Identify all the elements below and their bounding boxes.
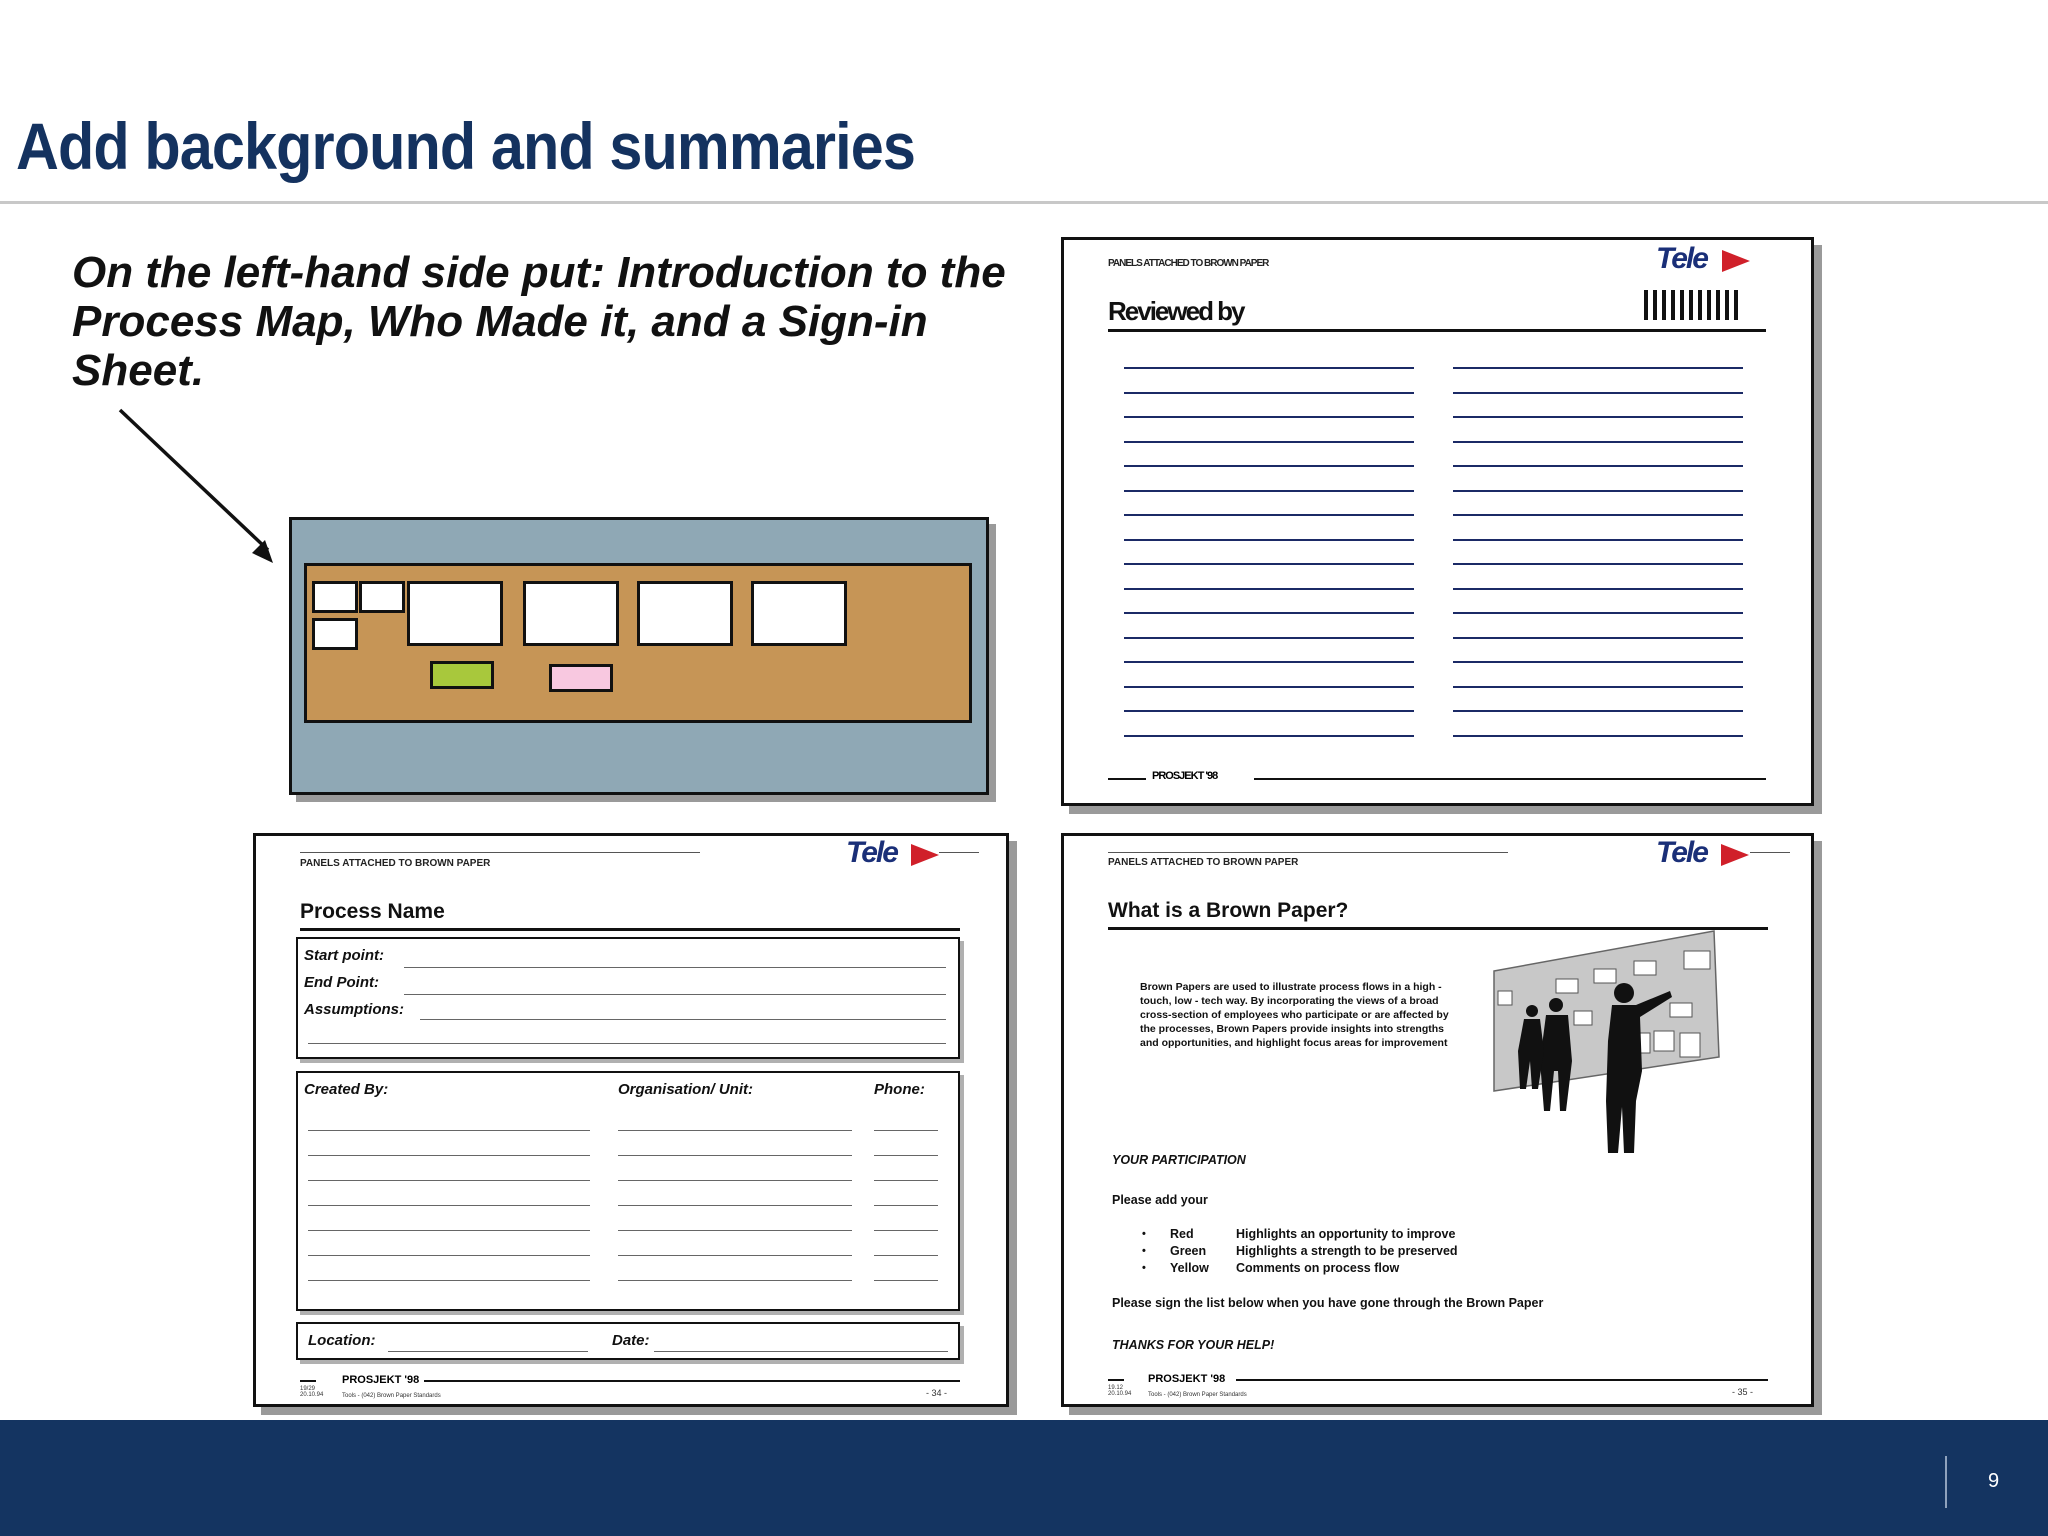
process-details-box <box>296 937 960 1059</box>
footer-rule <box>1108 1379 1124 1381</box>
note-color-meaning: Comments on process flow <box>1236 1261 1400 1275</box>
signature-line <box>1453 735 1743 737</box>
footer-bar <box>0 1420 2048 1536</box>
signature-line <box>1124 710 1414 712</box>
tele-logo: Tele <box>1656 242 1707 275</box>
sign-in-line <box>874 1180 938 1181</box>
note-color-label: Green <box>1170 1244 1207 1258</box>
footer-rule <box>1254 778 1766 780</box>
footer-doc: Tools - (042) Brown Paper Standards <box>1148 1392 1247 1398</box>
sign-in-line <box>874 1130 938 1131</box>
title-divider <box>0 201 2048 204</box>
brown-paper-title: What is a Brown Paper? <box>1108 899 1349 922</box>
location-line <box>388 1351 588 1352</box>
signature-line <box>1124 441 1414 443</box>
tele-logo: Tele <box>846 836 897 869</box>
stamp-icon <box>1644 290 1739 320</box>
signature-line <box>1453 392 1743 394</box>
start-point-label: Start point: <box>304 947 384 964</box>
page-number: 9 <box>1988 1470 2000 1492</box>
brown-paper-board <box>304 563 972 723</box>
signature-line <box>1124 392 1414 394</box>
note-color-meaning: Highlights an opportunity to improve <box>1236 1227 1456 1241</box>
footer-doc: Tools - (042) Brown Paper Standards <box>342 1393 441 1399</box>
sign-in-line <box>308 1155 590 1156</box>
reviewed-by-panel <box>1061 237 1814 806</box>
footer-date: 19/29 20.10.94 <box>300 1386 324 1398</box>
location-label: Location: <box>308 1332 376 1349</box>
map-panel <box>407 581 503 646</box>
title-underline <box>1108 329 1766 332</box>
panel-footer: PROSJEKT '98 <box>342 1374 420 1386</box>
signature-line <box>1124 735 1414 737</box>
pink-note <box>549 664 613 692</box>
start-point-line <box>404 967 946 968</box>
signature-line <box>1453 563 1743 565</box>
tele-logo: Tele <box>1656 836 1707 869</box>
header-line <box>939 852 979 853</box>
sign-in-line <box>618 1230 852 1231</box>
thanks-text: THANKS FOR YOUR HELP! <box>1112 1338 1275 1352</box>
signature-line <box>1453 588 1743 590</box>
sign-in-line <box>308 1205 590 1206</box>
signature-line <box>1453 686 1743 688</box>
footer-date: 19.12 20.10.94 <box>1108 1385 1132 1397</box>
header-line <box>1750 852 1790 853</box>
signature-line <box>1453 612 1743 614</box>
note-color-label: Yellow <box>1170 1261 1209 1275</box>
green-note <box>430 661 494 689</box>
process-name-title: Process Name <box>300 900 445 923</box>
panel-header: PANELS ATTACHED TO BROWN PAPER <box>300 858 491 869</box>
brown-paper-description: Brown Papers are used to illustrate process flows in a high - touch, low - tech way. By incorporating the views of a broad cross-section of employees who participate or are affected by the processes, Brown Papers provide insights into strengths and opportunities, and highlight focus areas for improvement <box>1140 981 1449 1049</box>
assumptions-label: Assumptions: <box>304 1001 405 1018</box>
map-panel <box>637 581 733 646</box>
signature-line <box>1124 465 1414 467</box>
header-line <box>1108 852 1508 853</box>
title-underline <box>300 928 960 931</box>
signature-line <box>1453 465 1743 467</box>
signature-line <box>1124 416 1414 418</box>
signature-line <box>1453 367 1743 369</box>
panel-footer: PROSJEKT '98 <box>1148 1373 1226 1385</box>
panel-header: PANELS ATTACHED TO BROWN PAPER <box>1108 258 1269 269</box>
sign-in-line <box>618 1255 852 1256</box>
logo-mark-icon <box>911 844 939 866</box>
note-color-meaning: Highlights a strength to be preserved <box>1236 1244 1458 1258</box>
map-panel <box>751 581 847 646</box>
brown-paper-panel <box>1061 833 1814 1407</box>
signature-line <box>1453 490 1743 492</box>
signature-line <box>1453 710 1743 712</box>
footer-rule <box>300 1380 316 1382</box>
slide-title: Add background and summaries <box>16 109 915 183</box>
signature-line <box>1453 416 1743 418</box>
map-panel <box>312 618 358 650</box>
signature-line <box>1124 539 1414 541</box>
sign-in-line <box>618 1155 852 1156</box>
sign-in-line <box>618 1205 852 1206</box>
reviewed-title: Reviewed by <box>1108 296 1244 326</box>
signature-line <box>1453 441 1743 443</box>
page-ref: - 34 - <box>926 1388 948 1398</box>
footer-divider <box>1945 1456 1947 1508</box>
sign-in-line <box>308 1130 590 1131</box>
sign-in-line <box>308 1230 590 1231</box>
bullet-icon: • <box>1142 1262 1146 1274</box>
panel-footer: PROSJEKT '98 <box>1152 770 1218 782</box>
sign-in-line <box>874 1230 938 1231</box>
signature-line <box>1453 539 1743 541</box>
date-line <box>654 1351 948 1352</box>
bullet-icon: • <box>1142 1245 1146 1257</box>
signature-line <box>1124 637 1414 639</box>
end-point-label: End Point: <box>304 974 379 991</box>
map-panel <box>359 581 405 613</box>
participation-heading: YOUR PARTICIPATION <box>1112 1153 1246 1167</box>
sign-in-line <box>308 1255 590 1256</box>
footer-rule <box>1236 1379 1768 1381</box>
note-color-label: Red <box>1170 1227 1194 1241</box>
process-map-illustration <box>289 517 989 795</box>
signature-line <box>1124 563 1414 565</box>
phone-label: Phone: <box>874 1081 925 1098</box>
created-by-box <box>296 1071 960 1311</box>
bullet-icon: • <box>1142 1228 1146 1240</box>
sign-instruction: Please sign the list below when you have gone through the Brown Paper <box>1112 1296 1544 1310</box>
please-add-text: Please add your <box>1112 1193 1208 1207</box>
sign-in-line <box>618 1130 852 1131</box>
logo-mark-icon <box>1721 844 1749 866</box>
map-panel <box>312 581 358 613</box>
signature-line <box>1124 686 1414 688</box>
panel-header: PANELS ATTACHED TO BROWN PAPER <box>1108 857 1299 868</box>
sign-in-line <box>874 1205 938 1206</box>
intro-text: On the left-hand side put: Introduction to the Process Map, Who Made it, and a Sign-in Sheet. <box>72 248 1006 395</box>
assumptions-line <box>420 1019 946 1020</box>
footer-rule <box>1108 778 1146 780</box>
arrow-icon <box>110 400 290 570</box>
header-line <box>300 852 700 853</box>
signature-line <box>1124 490 1414 492</box>
signature-line <box>1453 514 1743 516</box>
sign-in-line <box>618 1180 852 1181</box>
sign-in-line <box>874 1255 938 1256</box>
assumptions-line <box>308 1043 946 1044</box>
process-name-panel <box>253 833 1009 1407</box>
signature-line <box>1124 367 1414 369</box>
signature-line <box>1124 514 1414 516</box>
sign-in-line <box>874 1155 938 1156</box>
map-panel <box>523 581 619 646</box>
sign-in-line <box>618 1280 852 1281</box>
organisation-label: Organisation/ Unit: <box>618 1081 753 1098</box>
footer-rule <box>424 1380 960 1382</box>
created-by-label: Created By: <box>304 1081 389 1098</box>
page-ref: - 35 - <box>1732 1387 1754 1397</box>
signature-line <box>1124 588 1414 590</box>
location-box <box>296 1322 960 1360</box>
signature-line <box>1124 612 1414 614</box>
logo-mark-icon <box>1722 250 1750 272</box>
people-at-board-icon <box>1474 921 1764 1161</box>
sign-in-line <box>308 1280 590 1281</box>
sign-in-line <box>308 1180 590 1181</box>
signature-line <box>1453 661 1743 663</box>
signature-line <box>1453 637 1743 639</box>
date-label: Date: <box>612 1332 650 1349</box>
end-point-line <box>404 994 946 995</box>
signature-line <box>1124 661 1414 663</box>
sign-in-line <box>874 1280 938 1281</box>
